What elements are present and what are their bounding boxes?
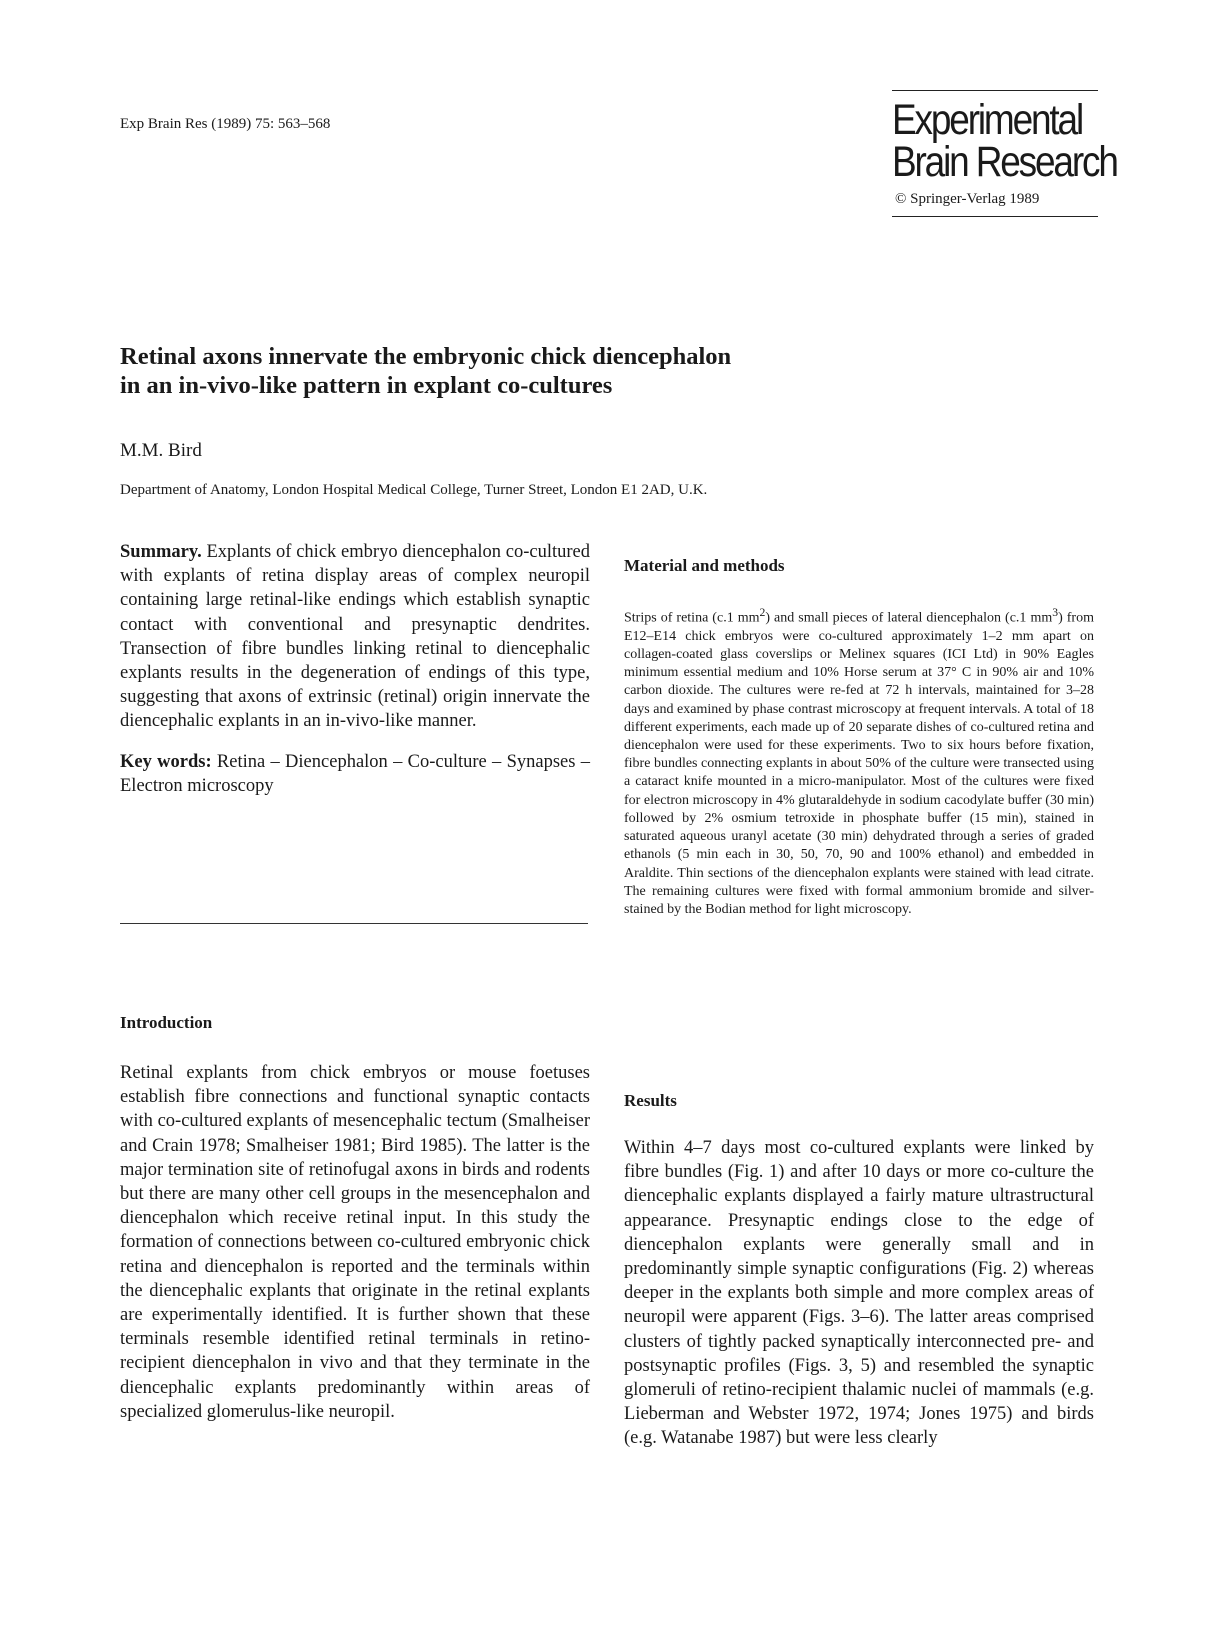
methods-text-part-c: ) from E12–E14 chick embryos were co-cultured approximately 1–2 mm apart on collagen-coated glass coverslips or Melinex squares (ICI Ltd) in 90% Eagles minimum essential medium and 10% Horse serum at 37° C in 90% air and 10% carbon dioxide. The cultures were re-fed at 72 h intervals, maintained for 3–28 days and examined by phase contrast microscopy at frequent intervals. A total of 18 different experiments, each made up of 20 separate dishes of co-cultured retina and diencephalon were used for these experiments. Two to six hours before fixation, fibre bundles connecting explants in about 50% of the culture were transected using a cataract knife mounted in a micro-manipulator. Most of the cultures were fixed for electron microscopy in 4% glutaraldehyde in sodium cacodylate buffer (30 min) followed by 2% osmium tetroxide in phosphate buffer (15 min), stained in saturated aqueous uranyl acetate (30 min) dehydrated through a series of graded ethanols (5 min each in 30, 50, 70, 90 and 100% ethanol) and embedded in Araldite. Thin sections of the diencephalon explants were stained with lead citrate. The remaining cultures were fixed with formal ammonium bromide and silver-stained by the Bodian method for light microscopy. (624, 610, 1094, 917)
results-section (624, 1136, 1094, 1451)
methods-text (624, 604, 1094, 919)
journal-logo-line1: Experimental (892, 96, 1083, 144)
results-text: Within 4–7 days most co-cultured explants were linked by fibre bundles (Fig. 1) and after 10 days or more co-culture the diencephalic explants displayed a fairly mature ultrastructural appearance. Presynaptic endings close to the edge of diencephalon explants were generally small and in predominantly simple synaptic configurations (Fig. 2) whereas deeper in the explants both simple and more complex areas of neuropil were apparent (Figs. 3–6). The latter areas comprised clusters of tightly packed synaptically interconnected pre- and postsynaptic profiles (Figs. 3, 5) and resembled the synaptic glomeruli of retino-recipient thalamic nuclei of mammals (e.g. Lieberman and Webster 1972, 1974; Jones 1975) and birds (e.g. Watanabe 1987) but were less clearly (624, 1138, 1094, 1449)
section-divider (120, 923, 588, 924)
journal-logo-line2: Brain Research (892, 138, 1117, 186)
introduction-heading: Introduction (120, 1013, 213, 1032)
introduction-text: Retinal explants from chick embryos or mouse foetuses establish fibre connections and functional synaptic contacts with co-cultured explants of mesencephalic tectum (Smalheiser and Crain 1978; Smalheiser 1981; Bird 1985). The latter is the major termination site of retinofugal axons in birds and rodents but there are many other cell groups in the mesencephalon and diencephalon which receive retinal input. In this study the formation of connections between co-cultured embryonic chick retina and diencephalon is reported and the terminals within the diencephalic explants that originate in the retinal explants are experimentally identified. It is further shown that these terminals resemble identified retinal terminals in retino-recipient diencephalon in vivo and that they terminate in the diencephalic explants predominantly within areas of specialized glomerulus-like neuropil. (120, 1063, 590, 1422)
introduction-section (120, 1061, 590, 1424)
methods-text-part-b: ) and small pieces of lateral diencephalon (c.1 mm (765, 610, 1053, 626)
journal-masthead (892, 90, 1117, 217)
results-heading: Results (624, 1091, 677, 1110)
summary-label: Summary. (120, 542, 202, 562)
article-title-line1: Retinal axons innervate the embryonic chick diencephalon (120, 343, 732, 370)
methods-text-part-a: Strips of retina (c.1 mm (624, 610, 760, 626)
masthead-top-rule (892, 90, 1098, 91)
methods-section (624, 604, 1094, 919)
methods-superscript-b: 3 (1052, 606, 1059, 619)
journal-logo (892, 96, 1117, 186)
article-title-line2: in an in-vivo-like pattern in explant co-cultures (120, 372, 613, 399)
copyright-notice: © Springer-Verlag 1989 (895, 191, 1040, 207)
keywords-text: Retina – Diencephalon – Co-culture – Synapses – Electron microscopy (120, 751, 590, 796)
keywords-label: Key words: (120, 751, 212, 772)
masthead-bottom-rule (892, 216, 1098, 217)
author-affiliation: Department of Anatomy, London Hospital Medical College, Turner Street, London E1 2AD, U.K. (120, 482, 708, 498)
methods-heading: Material and methods (624, 556, 785, 575)
summary-text: Explants of chick embryo diencephalon co-cultured with explants of retina display areas of complex neuropil containing large retinal-like endings which establish synaptic contact with conventional and presynaptic dendrites. Transection of fibre bundles linking retinal to diencephalic explants results in the degeneration of endings of this type, suggesting that axons of extrinsic (retinal) origin innervate the diencephalic explants in an in-vivo-like manner. (120, 542, 590, 732)
summary-paragraph (120, 540, 590, 734)
article-title (120, 342, 900, 400)
journal-citation: Exp Brain Res (1989) 75: 563–568 (120, 116, 331, 132)
author-name: M.M. Bird (120, 440, 202, 461)
methods-superscript-a: 2 (759, 606, 766, 619)
keywords-paragraph (120, 750, 590, 798)
left-column (120, 540, 590, 798)
